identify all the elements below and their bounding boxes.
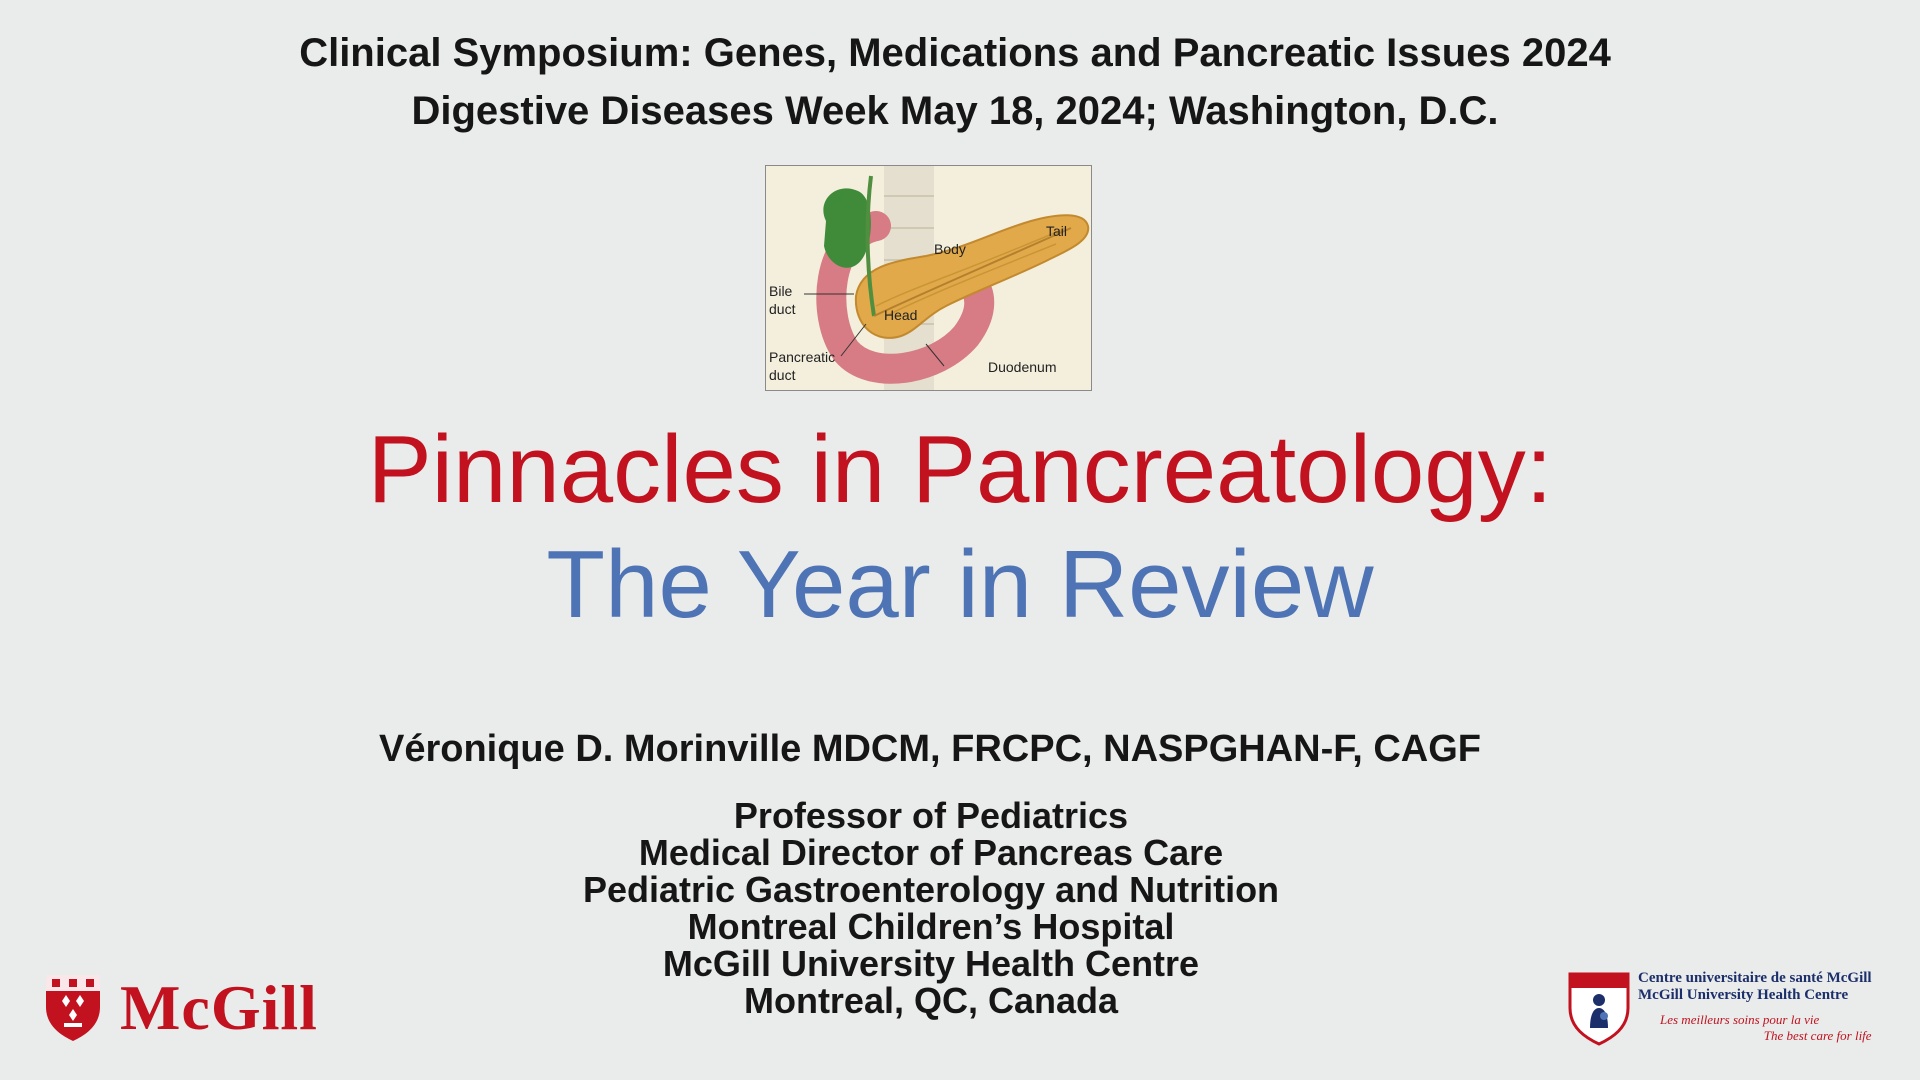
- pancreas-anatomy-figure: [765, 165, 1092, 391]
- label-pancreatic-2: duct: [769, 367, 796, 383]
- muhc-shield-icon: [1568, 970, 1630, 1046]
- symposium-header: [0, 24, 1910, 140]
- label-bile-2: duct: [769, 301, 796, 317]
- mcgill-logo: [44, 968, 354, 1048]
- affiliation-line: Pediatric Gastroenterology and Nutrition: [582, 869, 1280, 910]
- mcgill-wordmark: McGill: [120, 972, 318, 1043]
- pancreas-illustration: [766, 166, 1092, 391]
- muhc-tagline-french: Les meilleurs soins pour la vie: [1660, 1012, 1820, 1027]
- affiliation-line: Medical Director of Pancreas Care: [638, 832, 1224, 873]
- author-name: Véronique D. Morinville MDCM, FRCPC, NASPGHAN-F, CAGF: [378, 728, 1482, 770]
- muhc-name-french: Centre universitaire de santé McGill: [1638, 970, 1872, 986]
- symposium-title: Clinical Symposium: Genes, Medications and Pancreatic Issues 2024: [299, 31, 1611, 75]
- label-duodenum: Duodenum: [988, 359, 1057, 375]
- muhc-text: [1638, 970, 1872, 1060]
- gallbladder-shape: [823, 188, 871, 267]
- muhc-name-english: McGill University Health Centre: [1638, 987, 1849, 1003]
- muhc-logo: [1568, 970, 1893, 1060]
- affiliation-line: Professor of Pediatrics: [733, 795, 1129, 836]
- label-tail: Tail: [1046, 223, 1068, 239]
- affiliation-line: McGill University Health Centre: [662, 943, 1200, 984]
- label-body: Body: [934, 241, 966, 257]
- event-line: Digestive Diseases Week May 18, 2024; Washington, D.C.: [411, 89, 1499, 133]
- title-line-1: Pinnacles in Pancreatology:: [367, 416, 1553, 523]
- title-line-2: The Year in Review: [546, 531, 1374, 638]
- affiliation-line: Montreal Children’s Hospital: [687, 906, 1175, 947]
- label-bile-1: Bile: [769, 283, 793, 299]
- label-pancreatic-1: Pancreatic: [769, 349, 836, 365]
- affiliation-line: Montreal, QC, Canada: [743, 980, 1119, 1021]
- muhc-tagline-english: The best care for life: [1763, 1028, 1872, 1043]
- label-head: Head: [884, 307, 918, 323]
- mcgill-shield-icon: [44, 973, 102, 1043]
